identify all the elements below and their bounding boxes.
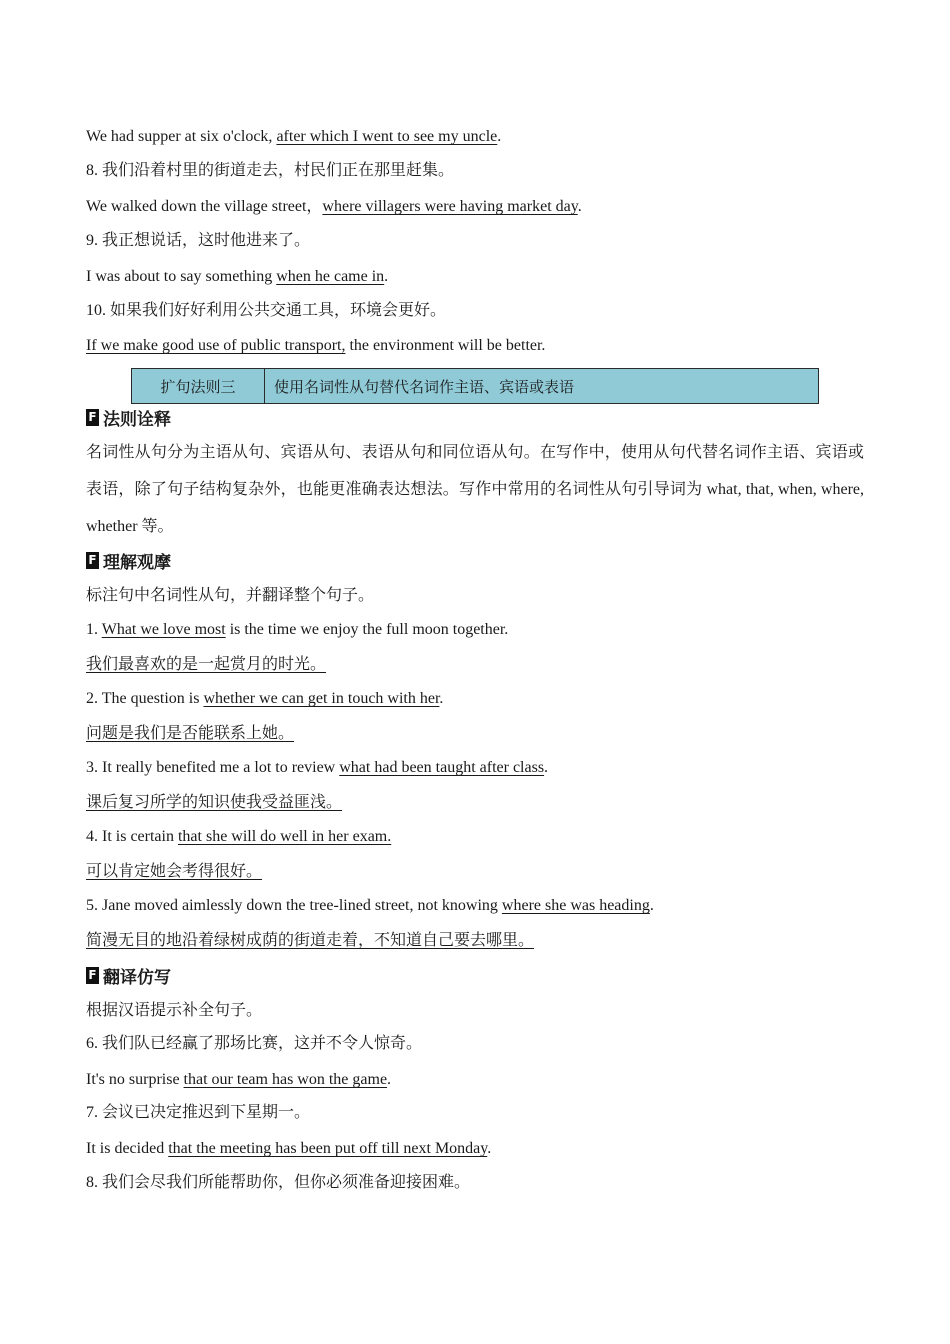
section-heading-text: 翻译仿写 <box>103 967 171 988</box>
noun-clause: what had been taught after class <box>339 759 545 776</box>
rule-banner <box>131 368 819 404</box>
sentence-text: . <box>497 128 502 145</box>
section-heading-text: 理解观摩 <box>103 552 171 573</box>
example-sentence <box>86 757 548 779</box>
sentence-text: It is decided <box>86 1140 169 1157</box>
translation-text: 课后复习所学的知识使我受益匪浅。 <box>86 794 343 811</box>
translation-answer <box>86 723 294 745</box>
section-heading-text: 法则诠释 <box>103 409 171 430</box>
chinese-prompt: 9. 我正想说话，这时他进来了。 <box>86 232 311 249</box>
section-heading <box>86 406 171 428</box>
sentence-text: 3. It really benefited me a lot to review <box>86 759 340 776</box>
noun-clause: that she will do well in her exam. <box>177 828 392 845</box>
chinese-prompt: 7. 会议已决定推迟到下星期一。 <box>86 1104 311 1121</box>
sentence-line <box>86 1069 391 1091</box>
section-marker-icon: F <box>86 967 99 984</box>
underlined-answer: If we make good use of public transport, <box>86 337 346 354</box>
sentence-text: . <box>487 1140 492 1157</box>
underlined-answer: after which I went to see my uncle <box>276 128 498 145</box>
example-sentence <box>86 826 391 848</box>
underlined-answer: that our team has won the game <box>183 1071 388 1088</box>
sentence-text: 5. Jane moved aimlessly down the tree-lined street, not knowing <box>86 897 502 914</box>
chinese-prompt: 8. 我们沿着村里的街道走去，村民们正在那里赶集。 <box>86 162 455 179</box>
sentence-text: 1. <box>86 621 102 638</box>
sentence-text: We had supper at six o'clock, <box>86 128 277 145</box>
sentence-line <box>86 335 545 357</box>
instruction-text: 标注句中名词性从句，并翻译整个句子。 <box>86 587 375 604</box>
rule-banner-label: 扩句法则三 <box>132 369 265 403</box>
sentence-text: It's no surprise <box>86 1071 184 1088</box>
section-heading <box>86 549 171 571</box>
sentence-line <box>86 266 388 288</box>
translation-answer <box>86 861 262 883</box>
noun-clause: What we love most <box>101 621 226 638</box>
instruction-text: 根据汉语提示补全句子。 <box>86 1002 263 1019</box>
sentence-text: the environment will be better. <box>345 337 546 354</box>
underlined-answer: that the meeting has been put off till next Monday <box>168 1140 488 1157</box>
sentence-text: is the time we enjoy the full moon together. <box>225 621 509 638</box>
translation-text: 简漫无目的地沿着绿树成荫的街道走着，不知道自己要去哪里。 <box>86 932 535 949</box>
section-heading <box>86 964 171 986</box>
translation-answer <box>86 654 326 676</box>
sentence-text: . <box>439 690 444 707</box>
section-marker-icon: F <box>86 552 99 569</box>
underlined-answer: where villagers were having market day <box>322 198 578 215</box>
underlined-answer: when he came in <box>276 268 385 285</box>
chinese-prompt: 10. 如果我们好好利用公共交通工具，环境会更好。 <box>86 302 447 319</box>
example-sentence <box>86 688 443 710</box>
sentence-text: . <box>577 198 582 215</box>
example-sentence <box>86 895 654 917</box>
sentence-text: I was about to say something <box>86 268 277 285</box>
sentence-line <box>86 126 501 148</box>
translation-text: 问题是我们是否能联系上她。 <box>86 725 295 742</box>
sentence-text: . <box>384 268 389 285</box>
chinese-prompt: 8. 我们会尽我们所能帮助你，但你必须准备迎接困难。 <box>86 1174 471 1191</box>
sentence-text: 2. The question is <box>86 690 204 707</box>
translation-text: 我们最喜欢的是一起赏月的时光。 <box>86 656 327 673</box>
sentence-line <box>86 1138 491 1160</box>
translation-answer <box>86 930 534 952</box>
sentence-text: We walked down the village street， <box>86 198 323 215</box>
translation-answer <box>86 792 342 814</box>
chinese-prompt: 6. 我们队已经赢了那场比赛，这并不令人惊奇。 <box>86 1035 423 1052</box>
sentence-text: 4. It is certain <box>86 828 178 845</box>
sentence-text: . <box>544 759 549 776</box>
sentence-text: . <box>649 897 654 914</box>
section-marker-icon: F <box>86 409 99 426</box>
noun-clause: whether we can get in touch with her <box>203 690 440 707</box>
noun-clause: where she was heading <box>501 897 650 914</box>
sentence-text: . <box>387 1071 392 1088</box>
example-sentence <box>86 619 508 641</box>
translation-text: 可以肯定她会考得很好。 <box>86 863 263 880</box>
explanation-paragraph: 名词性从句分为主语从句、宾语从句、表语从句和同位语从句。在写作中，使用从句代替名词作主语、宾语或表语，除了句子结构复杂外，也能更准确表达想法。写作中常用的名词性从句引导词为 what, that, when, where, whether 等。 <box>86 444 864 535</box>
sentence-line <box>86 196 582 218</box>
rule-banner-text: 使用名词性从句替代名词作主语、宾语或表语 <box>274 377 575 396</box>
